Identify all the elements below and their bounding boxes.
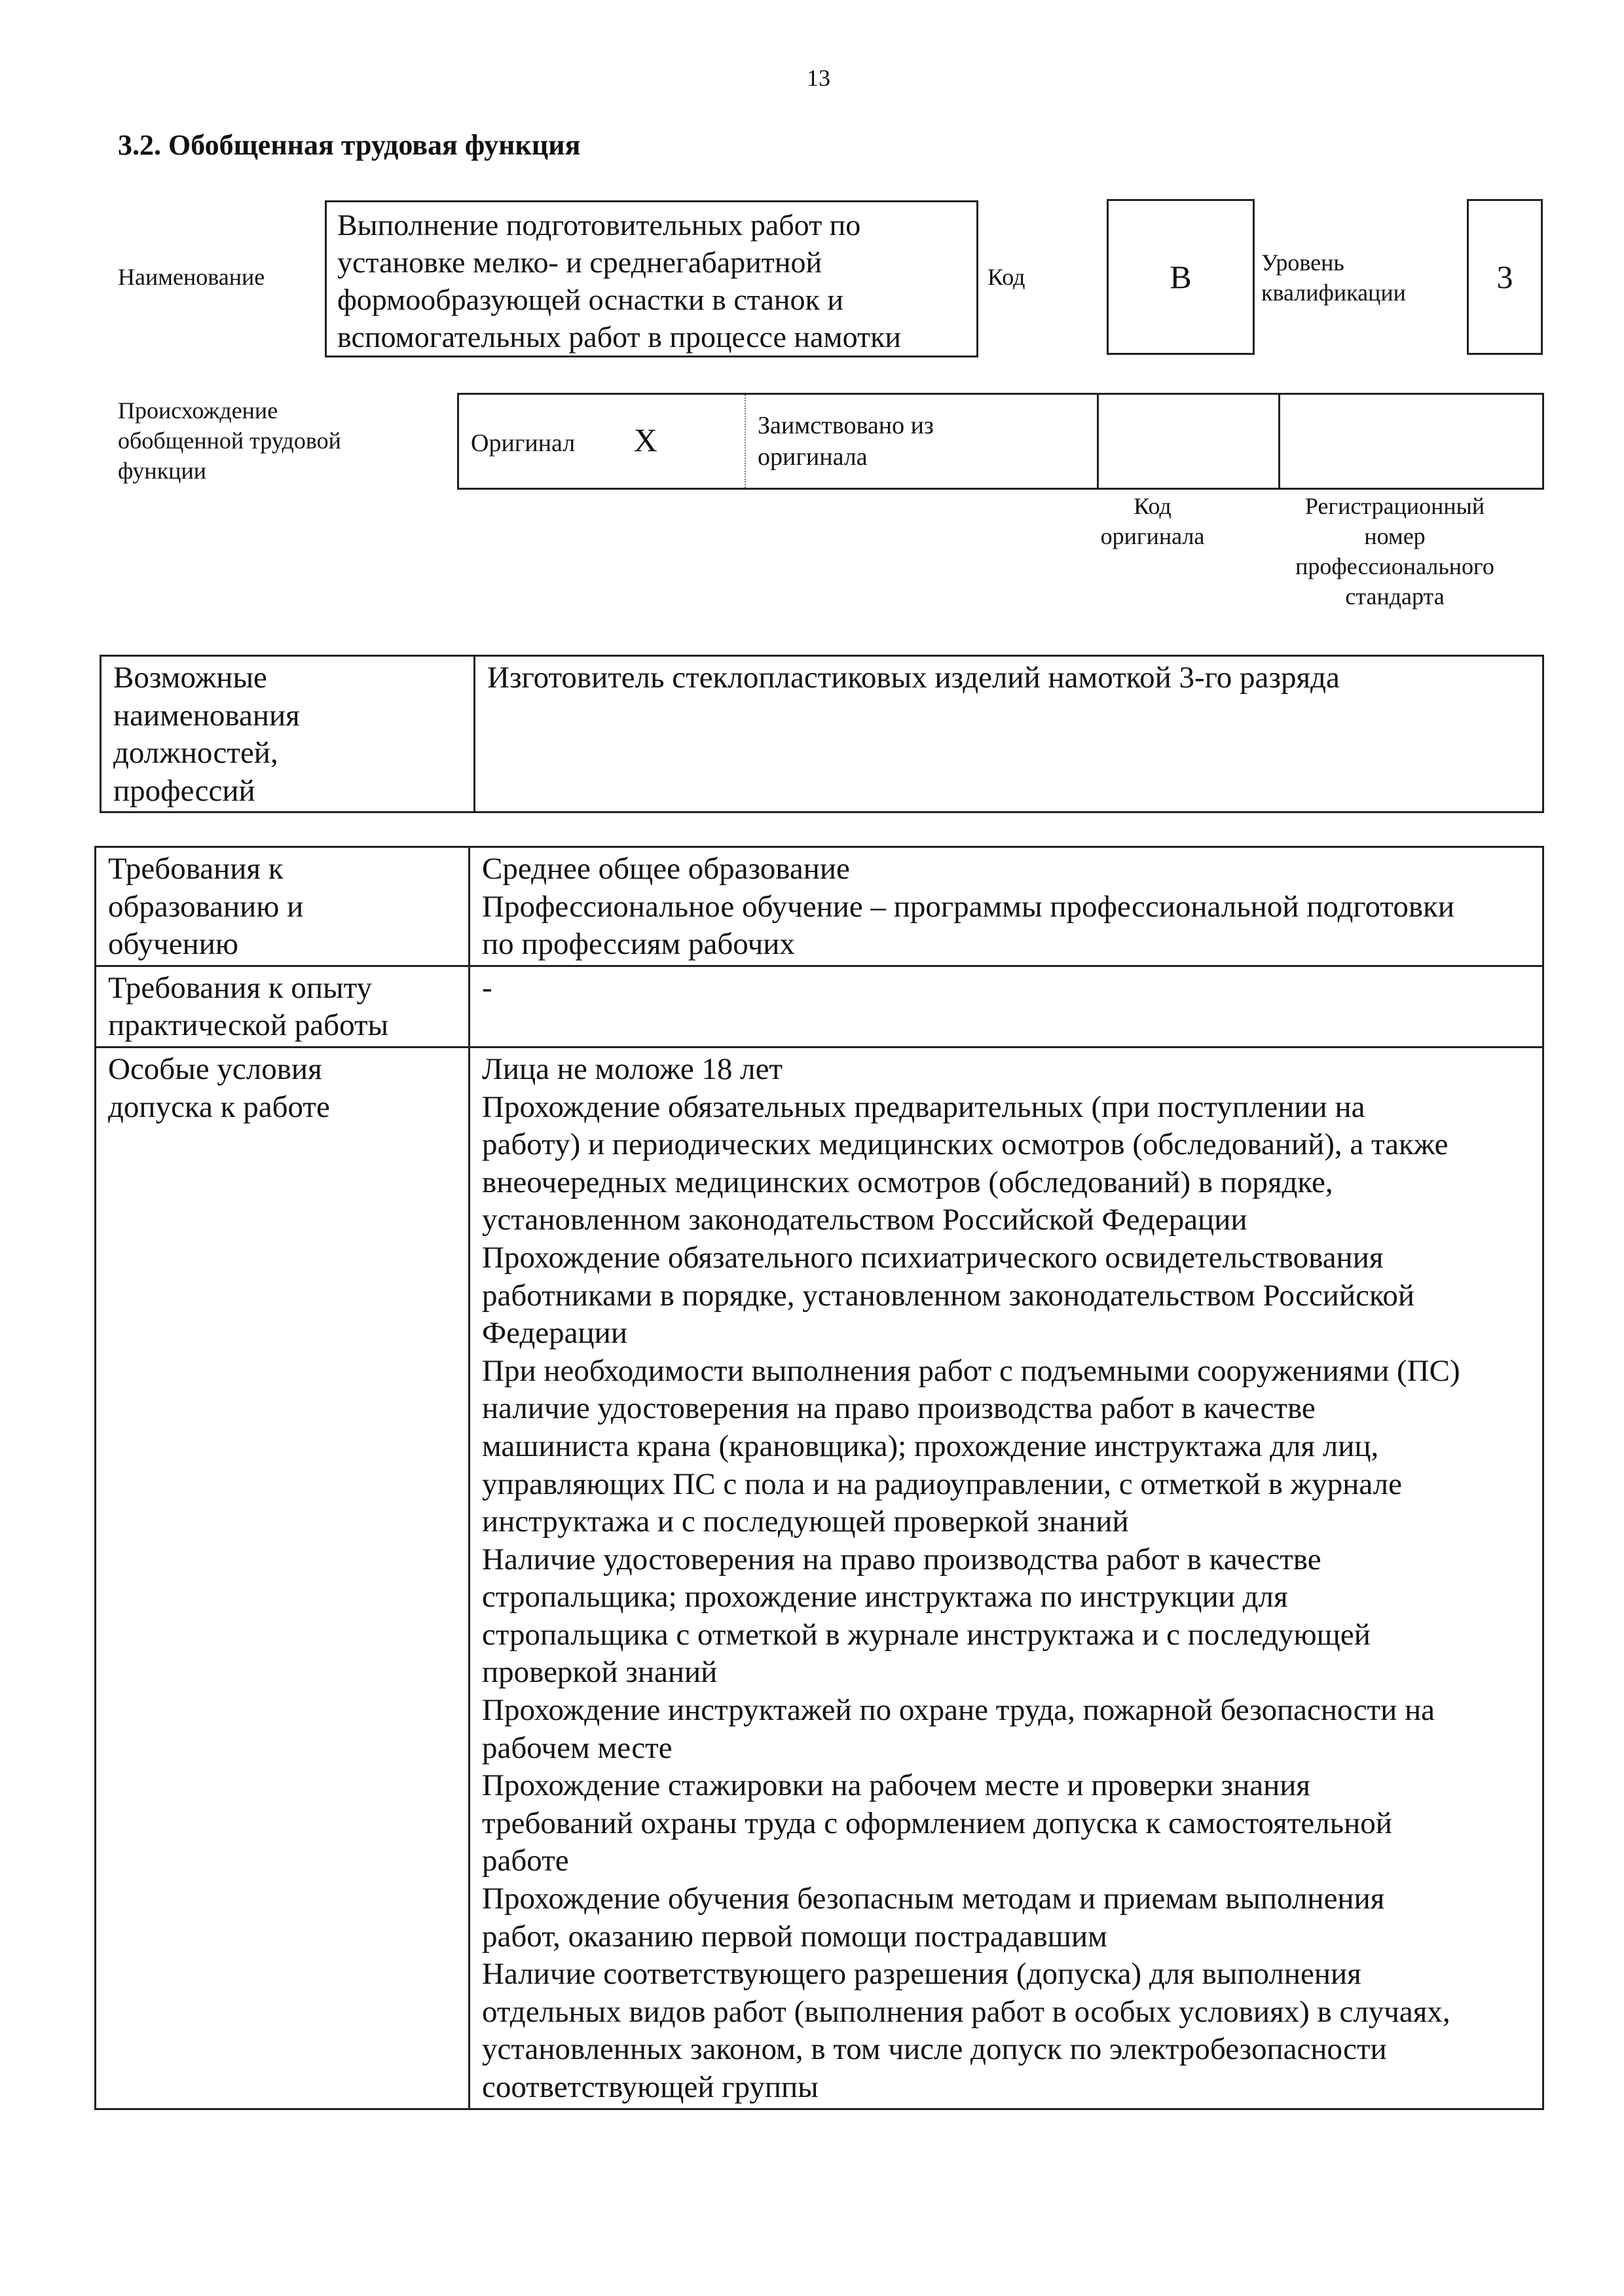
registration-caption-line: стандарта [1345, 583, 1445, 610]
requirement-value-line: работниками в порядке, установленном законодательством Российской [482, 1278, 1415, 1313]
requirement-value-line: установленном законодательством Российской Федерации [482, 1203, 1247, 1237]
page-number: 13 [807, 65, 830, 91]
requirement-label-line: образованию и [108, 889, 304, 924]
requirement-value-line: Среднее общее образование [482, 852, 850, 886]
experience-value-cell [470, 966, 1543, 1047]
registration-caption-line: профессионального [1295, 553, 1494, 579]
registration-caption [1244, 491, 1545, 611]
requirement-value-line: Лица не моложе 18 лет [482, 1051, 783, 1086]
admission-label-cell [96, 1047, 470, 2109]
requirement-value-line: отдельных видов работ (выполнения работ в особых условиях) в случаях, [482, 1994, 1450, 2029]
name-label: Наименование [118, 264, 265, 290]
function-name-box [325, 200, 978, 357]
original-mark: X [633, 421, 657, 458]
requirement-label-line: Требования к опыту [108, 970, 373, 1005]
requirement-label-line: обучению [108, 927, 239, 962]
admission-value-cell [470, 1047, 1543, 2109]
requirement-value-line: работ, оказанию первой помощи пострадавшим [482, 1919, 1107, 1954]
experience-label-cell [96, 966, 470, 1047]
code-value: B [1170, 259, 1192, 295]
positions-label-line: наименования [113, 698, 300, 733]
requirement-value-line: стропальщика с отметкой в журнале инструктажа и с последующей [482, 1617, 1371, 1652]
requirement-value-line: Профессиональное обучение – программы профессиональной подготовки [482, 889, 1455, 924]
table-row [96, 1047, 1543, 2109]
requirement-label-line: Особые условия [108, 1051, 322, 1086]
education-value-cell [470, 847, 1543, 966]
function-name-line: Выполнение подготовительных работ по [337, 208, 861, 242]
requirement-value-line: Наличие удостоверения на право производства работ в качестве [482, 1542, 1321, 1576]
borrowed-label-line: Заимствовано из [758, 412, 934, 439]
requirement-value-line: работе [482, 1844, 569, 1878]
requirement-value-line: установленных законом, в том числе допуск по электробезопасности [482, 2032, 1387, 2067]
requirement-label-line: практической работы [108, 1008, 389, 1043]
positions-table [100, 655, 1544, 813]
code-caption [1067, 491, 1238, 551]
level-label-line: Уровень [1261, 249, 1344, 276]
level-value-box [1467, 199, 1543, 355]
table-row [96, 966, 1543, 1047]
origin-label-line: обобщенной трудовой [118, 428, 341, 454]
requirement-value-line: требований охраны труда с оформлением допуска к самостоятельной [482, 1806, 1392, 1840]
requirement-value-line: Прохождение обязательного психиатрического освидетельствования [482, 1240, 1384, 1275]
level-value: 3 [1496, 259, 1513, 295]
borrowed-cell [745, 394, 1098, 489]
level-label-line: квалификации [1261, 280, 1406, 306]
original-cell [458, 394, 746, 489]
requirement-label-line: допуска к работе [108, 1089, 330, 1124]
registration-caption-line: Регистрационный [1304, 493, 1485, 519]
function-name-line: вспомогательных работ в процессе намотки [337, 320, 902, 354]
positions-label-line: Возможные [113, 661, 267, 695]
requirement-value-line: машиниста крана (крановщика); прохождение инструктажа для лиц, [482, 1429, 1379, 1463]
code-caption-line: Код [1134, 493, 1172, 519]
requirement-value-line: Наличие соответствующего разрешения (допуска) для выполнения [482, 1957, 1361, 1992]
positions-value: Изготовитель стеклопластиковых изделий намоткой 3-го разряда [487, 661, 1340, 695]
requirements-table [94, 846, 1544, 2110]
requirement-value-line: проверкой знаний [482, 1655, 718, 1690]
requirement-value-line: рабочем месте [482, 1730, 673, 1765]
origin-label-line: Происхождение [118, 397, 278, 424]
requirement-value-line: наличие удостоверения на право производства работ в качестве [482, 1391, 1316, 1426]
positions-label-cell [101, 656, 475, 812]
requirement-value-line: работу) и периодических медицинских осмотров (обследований), а также [482, 1127, 1449, 1162]
requirement-value-line: При необходимости выполнения работ с подъемными сооружениями (ПС) [482, 1353, 1460, 1388]
code-caption-line: оригинала [1100, 523, 1205, 549]
original-code-cell [1098, 394, 1280, 489]
requirement-value-line: внеочередных медицинских осмотров (обследований) в порядке, [482, 1165, 1333, 1199]
education-label-cell [96, 847, 470, 966]
requirement-value-line: инструктажа и с последующей проверкой знаний [482, 1504, 1129, 1539]
requirement-value-line: управляющих ПС с пола и на радиоуправлении, с отметкой в журнале [482, 1467, 1402, 1501]
requirement-value-line: Прохождение обязательных предварительных (при поступлении на [482, 1089, 1365, 1124]
registration-number-cell [1280, 394, 1543, 489]
origin-table [457, 393, 1544, 490]
positions-label-line: должностей, [113, 736, 278, 771]
table-row [96, 847, 1543, 966]
original-label: Оригинал [471, 429, 576, 457]
requirement-value-line: Прохождение инструктажей по охране труда, пожарной безопасности на [482, 1693, 1435, 1728]
origin-label-line: функции [118, 458, 206, 484]
origin-label [118, 395, 341, 486]
requirement-value-line: Прохождение обучения безопасным методам и приемам выполнения [482, 1882, 1385, 1916]
positions-label-line: профессий [113, 773, 255, 808]
function-name-line: формообразующей оснастки в станок и [337, 283, 843, 316]
registration-caption-line: номер [1364, 523, 1426, 549]
code-label: Код [987, 264, 1025, 290]
function-name-line: установке мелко- и среднегабаритной [337, 246, 822, 279]
level-label [1261, 247, 1406, 308]
positions-value-cell [475, 656, 1543, 812]
requirement-value-line: - [482, 970, 492, 1005]
code-value-box [1107, 199, 1255, 355]
requirement-value-line: соответствующей группы [482, 2070, 819, 2104]
requirement-label-line: Требования к [108, 852, 284, 886]
requirement-value-line: по профессиям рабочих [482, 927, 795, 962]
requirement-value-line: Федерации [482, 1316, 627, 1351]
requirement-value-line: стропальщика; прохождение инструктажа по инструкции для [482, 1580, 1288, 1614]
section-title: 3.2. Обобщенная трудовая функция [118, 129, 581, 161]
requirement-value-line: Прохождение стажировки на рабочем месте и проверки знания [482, 1768, 1311, 1803]
borrowed-label-line: оригинала [758, 443, 868, 471]
